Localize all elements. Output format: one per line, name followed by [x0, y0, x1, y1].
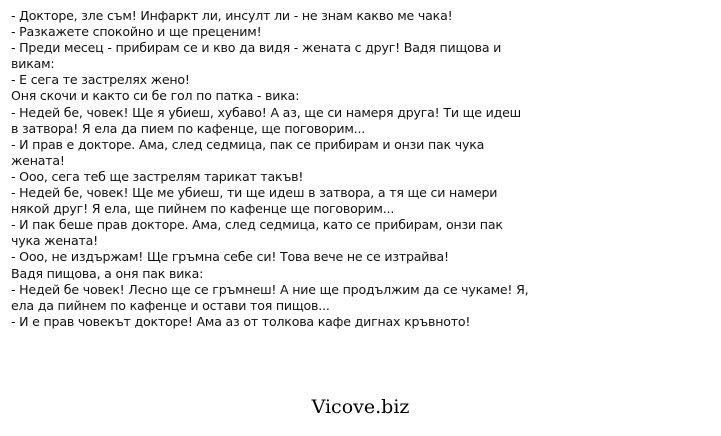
joke-line: викам:: [11, 56, 55, 72]
joke-line: - Ооо, сега теб ще застрелям тарикат такъв!: [11, 168, 304, 184]
joke-line: - Преди месец - прибирам се и кво да видя - жената с друг! Вадя пищова и: [11, 40, 502, 56]
joke-line: - Разкажете спокойно и ще преценим!: [11, 24, 262, 40]
joke-line: - Докторе, зле съм! Инфаркт ли, инсулт ли - не знам какво ме чака!: [11, 8, 453, 23]
site-watermark: Vicove.biz: [311, 396, 410, 418]
joke-line: жената!: [11, 152, 65, 168]
joke-line: чука жената!: [11, 233, 98, 249]
joke-line: - Недей бе, човек! Ще я убиеш, хубаво! А аз, ще си намеря друга! Ти ще идеш: [11, 104, 521, 120]
joke-line: някой друг! Я ела, ще пийнем по кафенце ще поговорим...: [11, 201, 395, 217]
joke-line: - И пак беше прав докторе. Ама, след седмица, като се прибирам, онзи пак: [11, 217, 503, 233]
joke-line: ела да пийнем по кафенце и остави тоя пищов...: [11, 297, 330, 313]
joke-line: - Е сега те застрелях жено!: [11, 72, 190, 88]
joke-line: - И е прав човекът докторе! Ама аз от толкова кафе дигнах кръвното!: [11, 313, 471, 329]
joke-line: Вадя пищова, а оня пак вика:: [11, 265, 204, 281]
joke-line: - И прав е докторе. Ама, след седмица, пак се прибирам и онзи пак чука: [11, 136, 485, 152]
joke-line: Оня скочи и както си бе гол по патка - вика:: [11, 88, 300, 104]
joke-line: - Недей бе, човек! Ще ме убиеш, ти ще идеш в затвора, а тя ще си намери: [11, 185, 498, 201]
joke-text-block: [11, 8, 711, 330]
joke-line: в затвора! Я ела да пием по кафенце, ще поговорим...: [11, 120, 366, 136]
joke-line: - Ооо, не издържам! Ще гръмна себе си! Това вече не се изтрайва!: [11, 249, 449, 265]
joke-line: - Недей бе човек! Лесно ще се гръмнеш! А ние ще продължим да се чукаме! Я,: [11, 281, 529, 297]
